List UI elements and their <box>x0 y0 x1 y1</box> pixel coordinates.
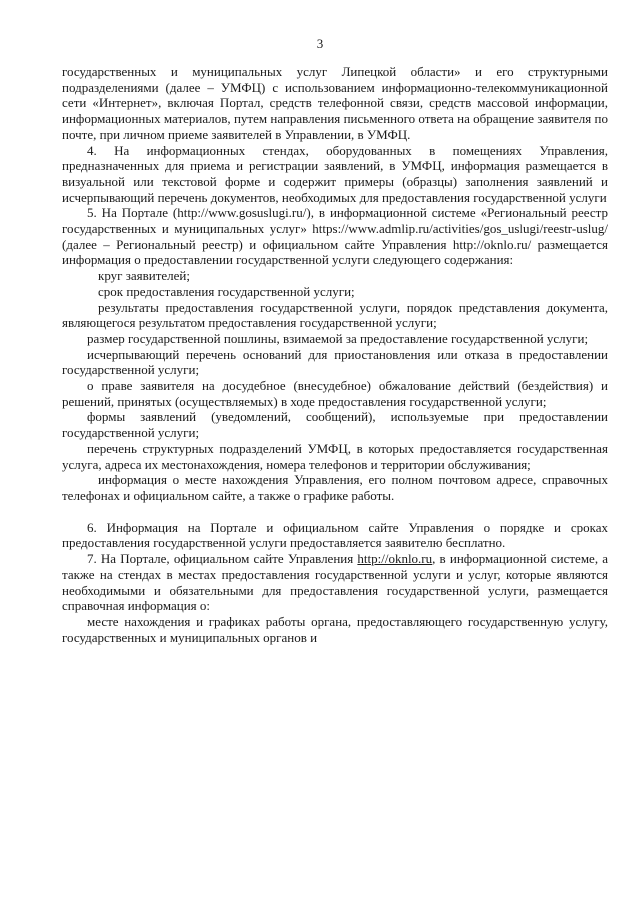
list-item-refusal-grounds: исчерпывающий перечень оснований для приостановления или отказа в предоставлении государственной услуги; <box>62 346 608 378</box>
list-item-forms: формы заявлений (уведомлений, сообщений), используемые при предоставлении государственной услуги; <box>62 409 608 441</box>
paragraph-7-lead: 7. На Портале, официальном сайте Управления <box>87 551 358 567</box>
list-item-state-fee: размер государственной пошлины, взимаемой за предоставление государственной услуги; <box>87 330 589 346</box>
page-number: 3 <box>316 36 324 51</box>
paragraph-7-body: информационной системе, а также на стендах в местах предоставления государственной услуги и услуг, которые являются необходимыми и обязательными для предоставления государственной услуги, размещается справочная информация о: <box>62 551 609 614</box>
document-body <box>62 64 608 645</box>
list-item-appeal-right: о праве заявителя на досудебное (внесудебное) обжалование действий (бездействия) и решений, принятых (осуществляемых) в ходе предоставления государственной услуги; <box>62 378 608 409</box>
list-item-umfc-branches: перечень структурных подразделений УМФЦ, в которых предоставляется государственная услуга, адреса их местонахождения, номера телефонов и территории обслуживания; <box>62 440 608 472</box>
paragraph-intro-continued: государственных и муниципальных услуг Липецкой области» и его структурными подразделениями (далее – УМФЦ) с использованием информационно-телекоммуникационной сети «Интернет», включая Портал, средств телефонной связи, средств массовой информации, информационных материалов, путем направления письменного ответа на обращение заявителя по почте, при личном приеме заявителей в Управлении, в УМФЦ. <box>62 64 608 142</box>
list-item-office-info: информация о месте нахождения Управления, его полном почтовом адресе, справочных телефонах и официальном сайте, а также о графике работы. <box>62 472 608 503</box>
paragraph-7-tail: , в <box>432 551 446 567</box>
paragraph-6-free-info: 6. Информация на Портале и официальном сайте Управления о порядке и сроках предоставления государственной услуги предоставляется заявителю бесплатно. <box>62 519 608 551</box>
list-item-location-schedule: месте нахождения и графиках работы органа, предоставляющего государственную услугу, государственных и муниципальных органов и <box>62 613 608 645</box>
paragraph-7-reference-info <box>62 551 608 614</box>
paragraph-5-portal-info: 5. На Портале (http://www.gosuslugi.ru/), в информационной системе «Региональный реестр государственных и муниципальных услуг» https://www.admlip.ru/activities/gos_uslugi/reestr-uslug/ (далее – Региональный реестр) и официальном сайте Управления http://oknlo.ru/ размещается информация о предоставлении государственной услуги следующего содержания: <box>62 205 608 268</box>
oknlo-link[interactable]: http://oknlo.ru <box>357 551 433 567</box>
list-item-service-term: срок предоставления государственной услуги; <box>98 283 355 299</box>
list-item-applicants: круг заявителей; <box>98 268 190 284</box>
list-item-results: результаты предоставления государственной услуги, порядок представления документа, являющегося результатом предоставления государственной услуги; <box>62 299 608 331</box>
paragraph-4-info-stands: 4. На информационных стендах, оборудованных в помещениях Управления, предназначенных для приема и регистрации заявлений, в УМФЦ, информация размещается в визуальной или текстовой форме и содержит примеры (образцы) заполнения заявлений и исчерпывающий перечень документов, необходимых для предоставления государственной услуги <box>62 142 608 205</box>
